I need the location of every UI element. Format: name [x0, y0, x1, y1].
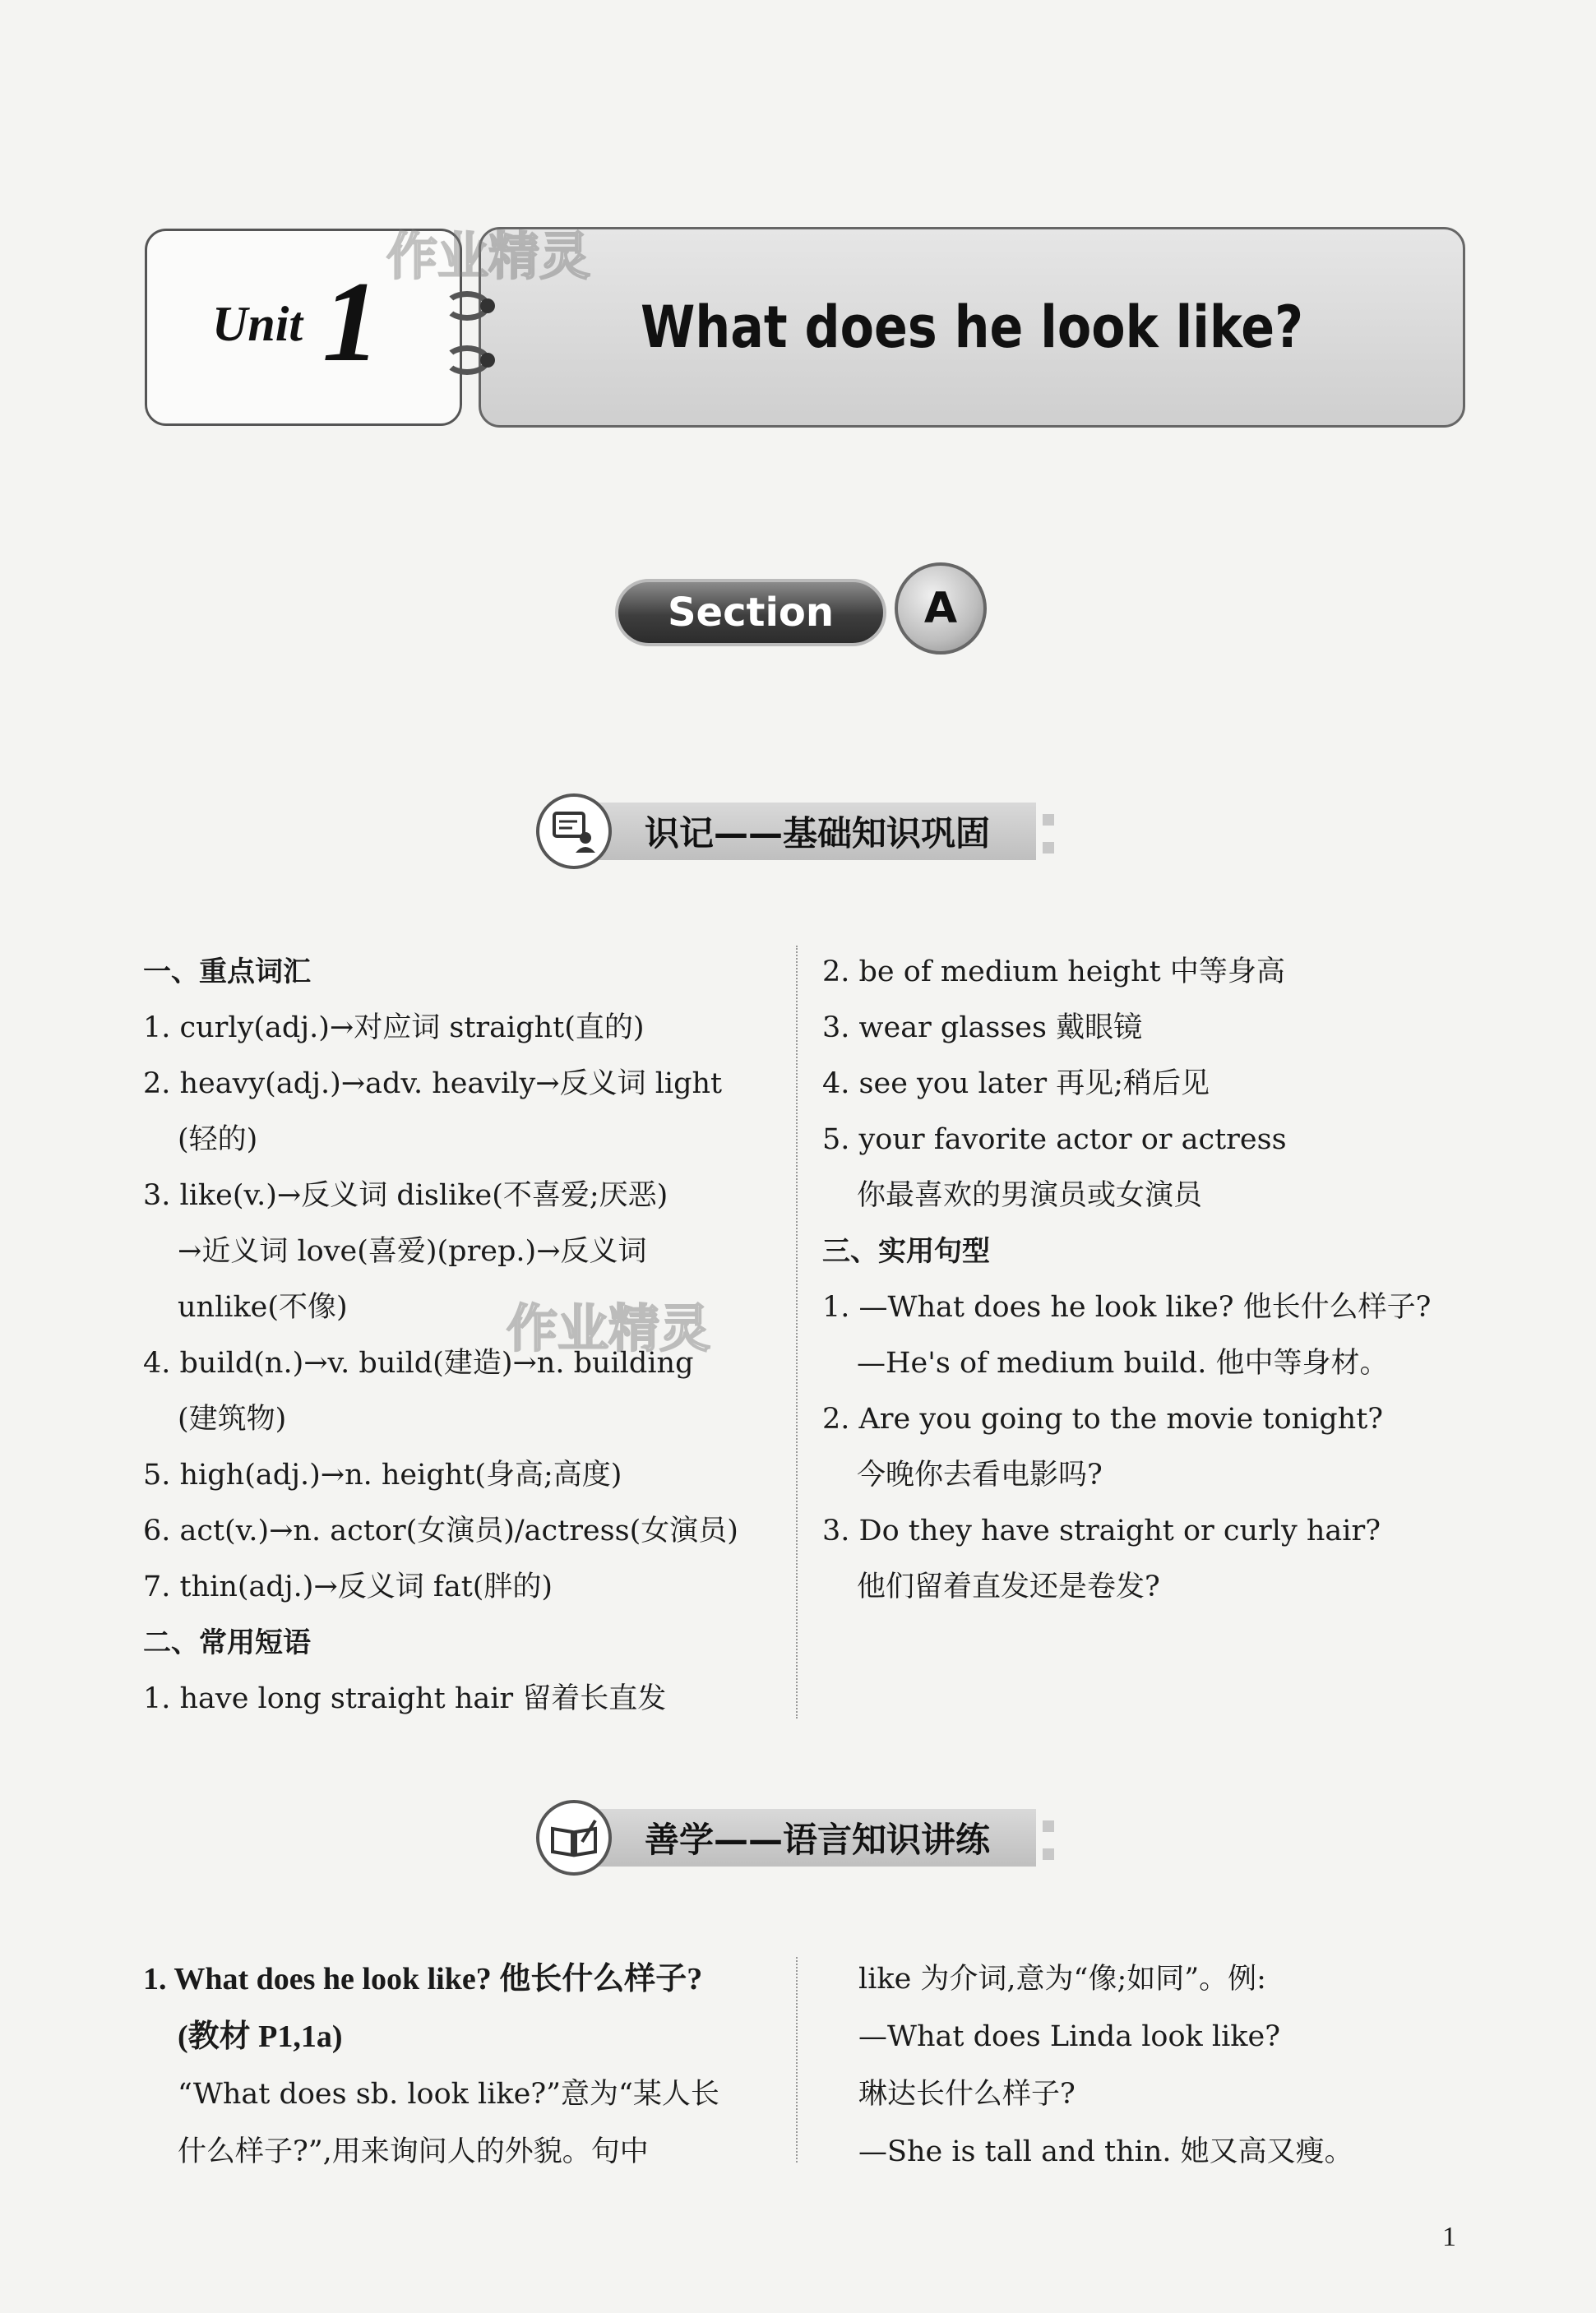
text-line: 3. wear glasses 戴眼镜 — [822, 1011, 1143, 1044]
binder-hole-icon — [480, 353, 495, 368]
banner-title: 善学——语言知识讲练 — [645, 1820, 991, 1860]
speaker-person-icon — [536, 793, 612, 869]
text-line: (教材 P1,1a) — [178, 2019, 343, 2054]
text-line: 二、常用短语 — [143, 1626, 311, 1659]
text-line: 你最喜欢的男演员或女演员 — [857, 1179, 1203, 1212]
section-letter-badge — [895, 562, 987, 655]
watermark: 作业精灵 — [507, 1298, 711, 1358]
watermark: 作业精灵 — [386, 226, 591, 286]
text-line: 2. heavy(adj.)→adv. heavily→反义词 light — [143, 1067, 723, 1100]
section-banner-memorize — [576, 803, 1036, 860]
text-line: unlike(不像) — [178, 1291, 348, 1324]
section-label: Section — [667, 590, 835, 636]
column-divider — [796, 1957, 798, 2163]
text-line: 2. Are you going to the movie tonight? — [822, 1403, 1384, 1436]
text-line: 5. high(adj.)→n. height(身高;高度) — [143, 1459, 622, 1492]
text-line: 3. like(v.)→反义词 dislike(不喜爱;厌恶) — [143, 1179, 668, 1212]
text-line: (建筑物) — [178, 1403, 287, 1436]
text-line: 今晚你去看电影吗? — [857, 1459, 1103, 1492]
text-line: 1. curly(adj.)→对应词 straight(直的) — [143, 1011, 645, 1044]
open-book-pen-icon — [536, 1800, 612, 1876]
text-line: 1. —What does he look like? 他长什么样子? — [822, 1291, 1432, 1324]
banner-decoration — [1043, 1820, 1054, 1832]
unit-word: Unit — [212, 297, 303, 351]
binder-hole-icon — [480, 298, 495, 313]
text-line: 一、重点词汇 — [143, 955, 311, 988]
text-line: 三、实用句型 — [822, 1235, 990, 1268]
banner-title: 识记——基础知识巩固 — [645, 813, 991, 853]
text-line: —She is tall and thin. 她又高又瘦。 — [858, 2135, 1353, 2168]
vocab-column-right — [822, 944, 1464, 1615]
text-line: 2. be of medium height 中等身高 — [822, 955, 1285, 988]
text-line: 1. What does he look like? 他长什么样子? — [143, 1962, 703, 1996]
text-line: 6. act(v.)→n. actor(女演员)/actress(女演员) — [143, 1515, 738, 1547]
text-line: like 为介词,意为“像;如同”。例: — [858, 1963, 1266, 1996]
text-line: 4. build(n.)→v. build(建造)→n. building — [143, 1347, 694, 1380]
text-line: 5. your favorite actor or actress — [822, 1123, 1287, 1156]
section-banner-learn — [576, 1809, 1036, 1867]
text-line: 7. thin(adj.)→反义词 fat(胖的) — [143, 1571, 553, 1603]
section-letter: A — [923, 584, 958, 633]
text-line: —What does Linda look like? — [858, 2020, 1280, 2053]
unit-number: 1 — [322, 258, 380, 386]
text-line: →近义词 love(喜爱)(prep.)→反义词 — [178, 1235, 647, 1268]
explanation-column-left — [143, 1950, 784, 2181]
text-line: —He's of medium build. 他中等身材。 — [857, 1347, 1389, 1380]
banner-decoration — [1043, 1848, 1054, 1860]
text-line: 4. see you later 再见;稍后见 — [822, 1067, 1210, 1100]
text-line: 1. have long straight hair 留着长直发 — [143, 1682, 667, 1715]
banner-decoration — [1043, 842, 1054, 853]
unit-title: What does he look like? — [640, 294, 1304, 361]
page-number: 1 — [1442, 2222, 1456, 2252]
text-line: (轻的) — [178, 1123, 258, 1156]
explanation-column-right — [858, 1950, 1500, 2181]
column-divider — [796, 946, 798, 1719]
text-line: 琳达长什么样子? — [858, 2078, 1076, 2111]
banner-decoration — [1043, 814, 1054, 826]
text-line: 3. Do they have straight or curly hair? — [822, 1515, 1381, 1547]
text-line: 他们留着直发还是卷发? — [857, 1571, 1160, 1603]
text-line: 什么样子?”,用来询问人的外貌。句中 — [178, 2135, 649, 2168]
section-badge — [615, 579, 886, 646]
text-line: “What does sb. look like?”意为“某人长 — [178, 2078, 719, 2111]
